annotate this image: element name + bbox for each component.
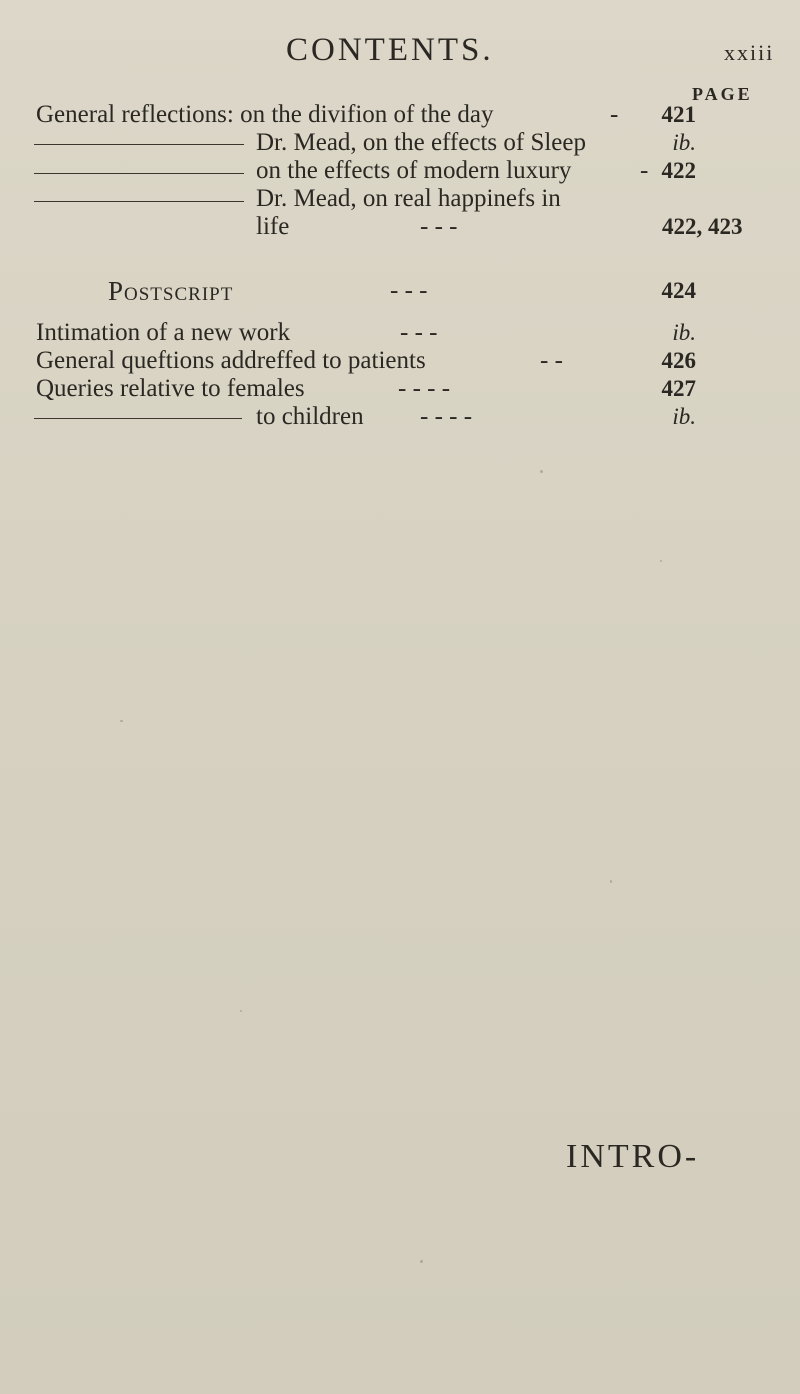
entry-dr-mead-sleep: Dr. Mead, on the effects of Sleep: [256, 129, 586, 156]
entry-real-happiness: Dr. Mead, on real happinefs in: [256, 185, 561, 212]
entry-page: ib.: [672, 404, 696, 429]
paper-speck: [540, 470, 543, 473]
entry-page: 424: [661, 278, 696, 303]
entry-to-children: to children: [256, 403, 364, 430]
entry-page: 421: [661, 102, 696, 127]
ditto-rule: [34, 173, 244, 174]
paper-speck: [240, 1010, 242, 1012]
entry-page: 427: [661, 376, 696, 401]
entry-page: ib.: [672, 320, 696, 345]
entry-queries-females: Queries relative to females: [36, 375, 305, 402]
entry-general-questions: General queftions addreffed to patients: [36, 347, 426, 374]
paper-speck: [660, 560, 662, 562]
entry-page: 426: [661, 348, 696, 373]
entry-leaders: - - - -: [420, 403, 473, 430]
entry-leaders: - -: [540, 347, 563, 374]
entry-page: 422, 423: [662, 214, 743, 239]
entry-life: life: [256, 213, 290, 240]
ditto-rule: [34, 418, 242, 419]
ditto-rule: [34, 201, 244, 202]
page-number: xxiii: [724, 40, 775, 65]
entry-leaders: -: [640, 157, 649, 184]
catchword: INTRO-: [566, 1138, 700, 1175]
entry-intimation: Intimation of a new work: [36, 319, 291, 346]
entry-leaders: - - - -: [398, 375, 451, 402]
paper-speck: [420, 1260, 423, 1263]
entry-page: 422: [661, 158, 696, 183]
entry-general-reflections: [36, 100, 493, 130]
paper-speck: [120, 720, 123, 722]
entry-leaders: - - -: [390, 277, 428, 304]
entry-leaders: - - -: [420, 213, 458, 240]
entry-leaders: - - -: [400, 319, 438, 346]
page-title: CONTENTS.: [286, 32, 494, 68]
entry-postscript: Postscript: [108, 276, 234, 306]
paper-speck: [610, 880, 612, 883]
entry-modern-luxury: on the effects of modern luxury: [256, 157, 572, 184]
ditto-rule: [34, 144, 244, 145]
entry-page: ib.: [672, 130, 696, 155]
entry-text: General reflections: on the divifion of the day: [36, 101, 494, 128]
entry-leaders: -: [610, 101, 619, 128]
page-column-heading: PAGE: [692, 84, 753, 104]
